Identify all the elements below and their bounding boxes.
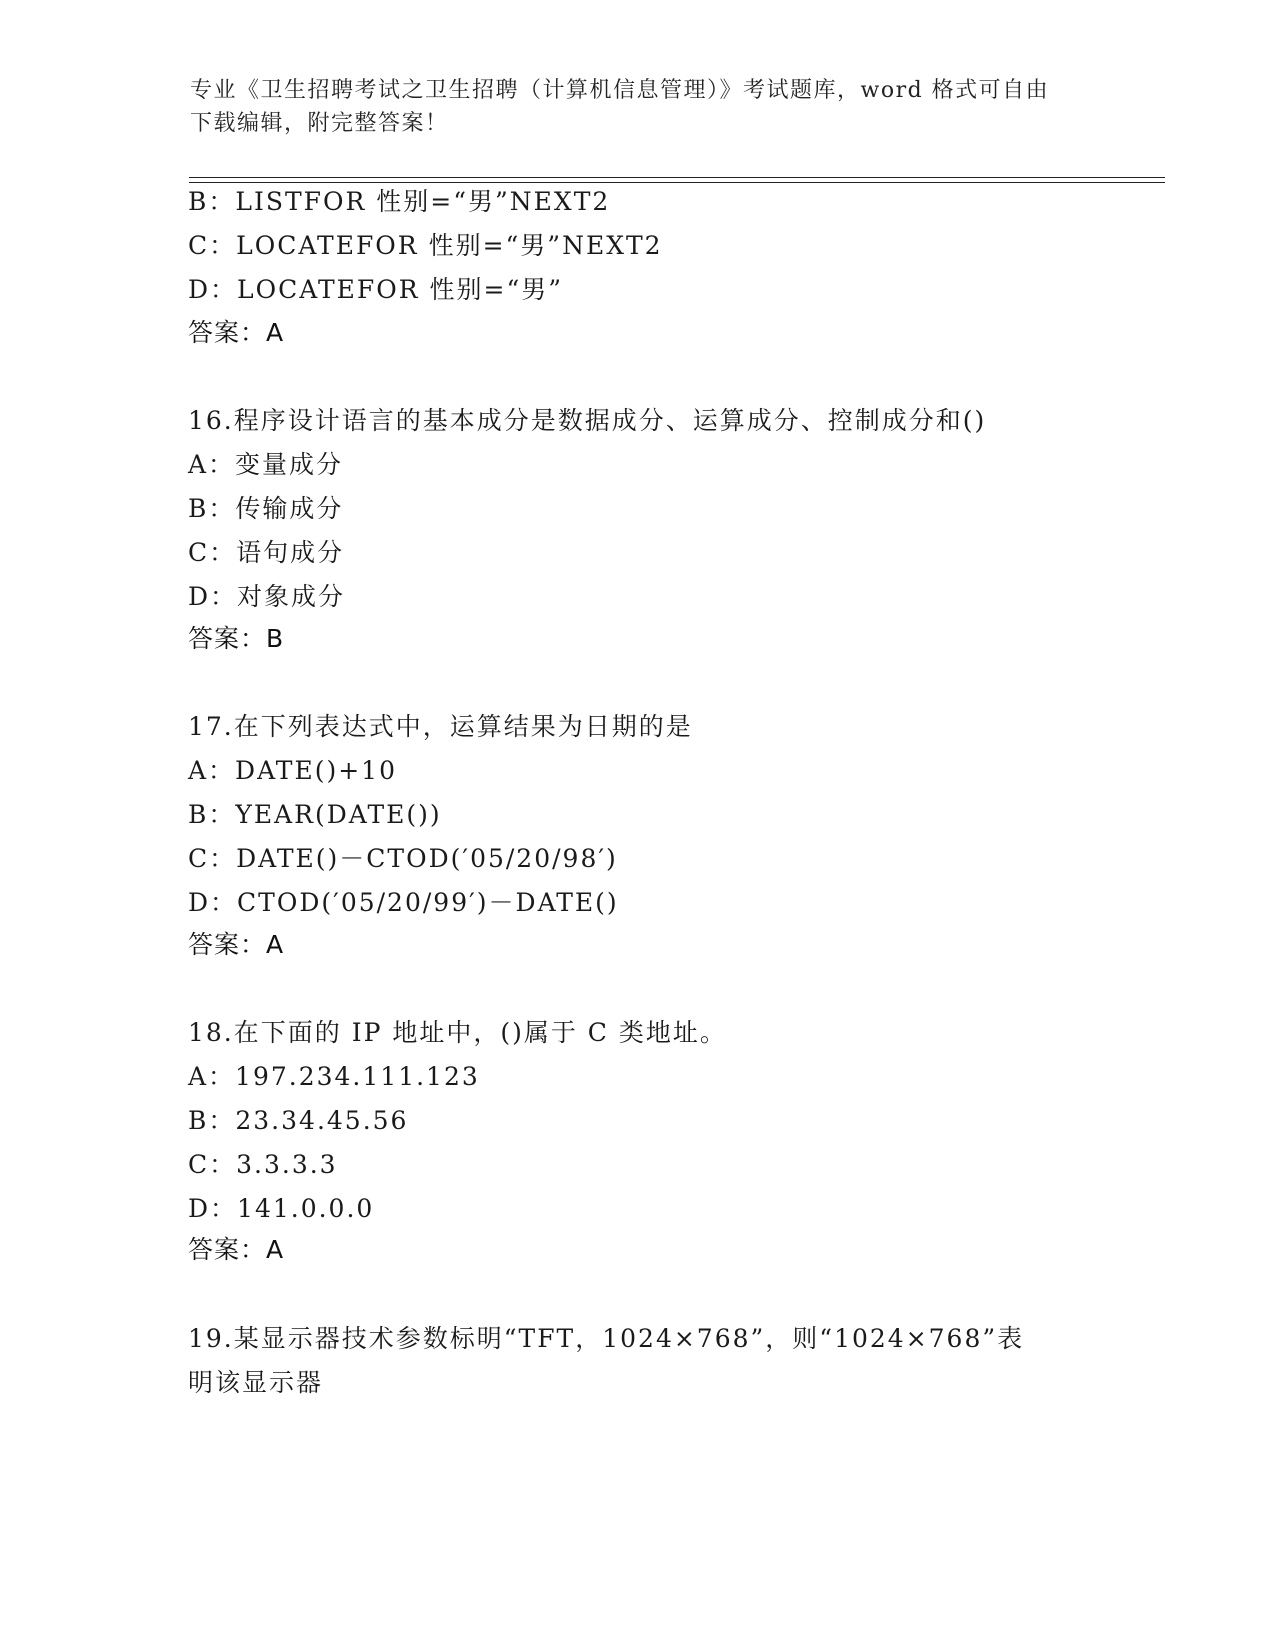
question-18-stem: 18.在下面的 IP 地址中，()属于 C 类地址。 (188, 1018, 727, 1047)
question-17-option-d: D：CTOD(′05/20/99′)－DATE() (188, 888, 619, 917)
question-16-stem: 16.程序设计语言的基本成分是数据成分、运算成分、控制成分和() (188, 406, 987, 435)
question-17-option-a: A：DATE()+10 (188, 756, 397, 785)
question-17-option-c: C：DATE()－CTOD(′05/20/98′) (188, 844, 618, 873)
question-17-answer: 答案：A (188, 930, 285, 959)
question-18-option-c: C：3.3.3.3 (188, 1150, 338, 1179)
question-18-option-d: D：141.0.0.0 (188, 1194, 375, 1223)
option-b: B：LISTFOR 性别=“男”NEXT2 (188, 187, 611, 216)
question-18-answer: 答案：A (188, 1235, 285, 1264)
question-16-option-b: B：传输成分 (188, 494, 344, 523)
question-18-option-a: A：197.234.111.123 (188, 1062, 480, 1091)
option-d: D：LOCATEFOR 性别=“男” (188, 275, 564, 304)
question-19-stem-line-2: 明该显示器 (188, 1368, 324, 1397)
question-16-option-a: A：变量成分 (188, 450, 344, 479)
question-16-answer: 答案：B (188, 624, 285, 653)
question-16-option-d: D：对象成分 (188, 582, 346, 611)
question-18-option-b: B：23.34.45.56 (188, 1106, 409, 1135)
question-19-stem-line-1: 19.某显示器技术参数标明“TFT，1024×768”，则“1024×768”表 (188, 1324, 1025, 1353)
question-17-option-b: B：YEAR(DATE()) (188, 800, 442, 829)
document-header: 专业《卫生招聘考试之卫生招聘（计算机信息管理）》考试题库，word 格式可自由下载编辑，附完整答案！ (190, 78, 1050, 136)
question-16-option-c: C：语句成分 (188, 538, 345, 567)
option-c: C：LOCATEFOR 性别=“男”NEXT2 (188, 231, 663, 260)
answer-label: 答案：A (188, 318, 285, 347)
question-17-stem: 17.在下列表达式中，运算结果为日期的是 (188, 712, 693, 741)
header-divider-top (189, 177, 1165, 178)
header-divider-bottom (189, 182, 1165, 183)
